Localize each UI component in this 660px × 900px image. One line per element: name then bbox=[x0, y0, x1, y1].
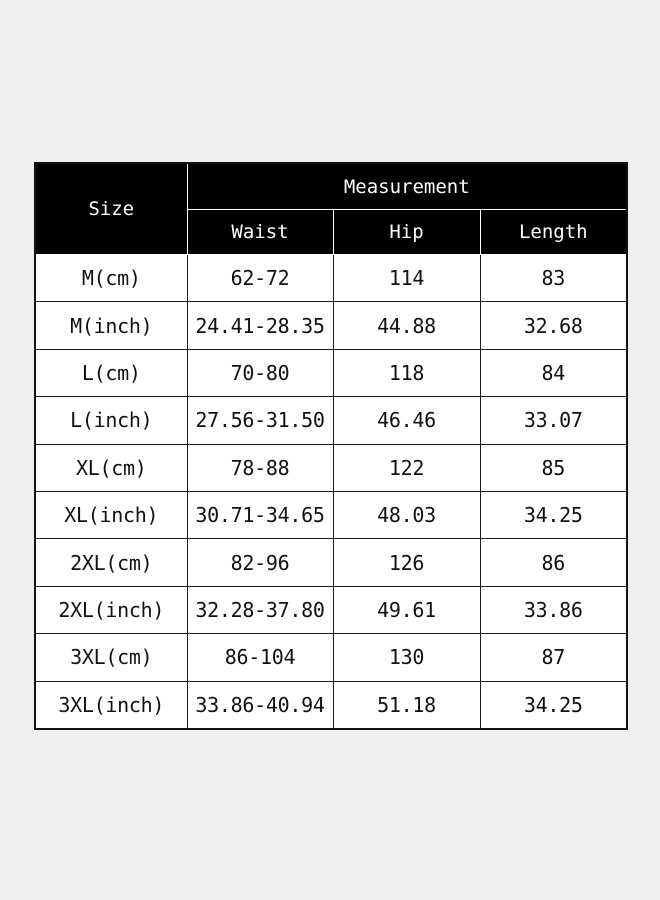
hip-cell: 130 bbox=[333, 634, 480, 681]
table-row bbox=[35, 491, 627, 538]
size-cell: M(inch) bbox=[35, 302, 187, 349]
table-row bbox=[35, 397, 627, 444]
waist-cell: 27.56-31.50 bbox=[187, 397, 333, 444]
size-cell: L(inch) bbox=[35, 397, 187, 444]
table-row bbox=[35, 444, 627, 491]
size-chart-header bbox=[35, 163, 627, 255]
size-cell: 2XL(inch) bbox=[35, 586, 187, 633]
length-cell: 85 bbox=[480, 444, 627, 491]
waist-cell: 62-72 bbox=[187, 255, 333, 302]
size-cell: 2XL(cm) bbox=[35, 539, 187, 586]
hip-cell: 48.03 bbox=[333, 491, 480, 538]
length-cell: 33.86 bbox=[480, 586, 627, 633]
length-cell: 87 bbox=[480, 634, 627, 681]
size-cell: XL(cm) bbox=[35, 444, 187, 491]
size-cell: XL(inch) bbox=[35, 491, 187, 538]
size-chart-table bbox=[34, 162, 628, 730]
table-row bbox=[35, 586, 627, 633]
hip-cell: 122 bbox=[333, 444, 480, 491]
size-cell: 3XL(cm) bbox=[35, 634, 187, 681]
table-row bbox=[35, 634, 627, 681]
measurement-group-header: Measurement bbox=[187, 163, 627, 210]
length-column-header: Length bbox=[480, 210, 627, 255]
waist-cell: 33.86-40.94 bbox=[187, 681, 333, 729]
length-cell: 84 bbox=[480, 349, 627, 396]
hip-cell: 114 bbox=[333, 255, 480, 302]
waist-column-header: Waist bbox=[187, 210, 333, 255]
size-cell: L(cm) bbox=[35, 349, 187, 396]
size-cell: 3XL(inch) bbox=[35, 681, 187, 729]
size-cell: M(cm) bbox=[35, 255, 187, 302]
hip-cell: 126 bbox=[333, 539, 480, 586]
waist-cell: 78-88 bbox=[187, 444, 333, 491]
hip-column-header: Hip bbox=[333, 210, 480, 255]
length-cell: 34.25 bbox=[480, 491, 627, 538]
length-cell: 86 bbox=[480, 539, 627, 586]
hip-cell: 49.61 bbox=[333, 586, 480, 633]
waist-cell: 32.28-37.80 bbox=[187, 586, 333, 633]
waist-cell: 24.41-28.35 bbox=[187, 302, 333, 349]
hip-cell: 44.88 bbox=[333, 302, 480, 349]
length-cell: 32.68 bbox=[480, 302, 627, 349]
waist-cell: 70-80 bbox=[187, 349, 333, 396]
table-row bbox=[35, 255, 627, 302]
length-cell: 83 bbox=[480, 255, 627, 302]
table-row bbox=[35, 349, 627, 396]
hip-cell: 51.18 bbox=[333, 681, 480, 729]
size-column-header: Size bbox=[35, 163, 187, 255]
length-cell: 33.07 bbox=[480, 397, 627, 444]
table-row bbox=[35, 302, 627, 349]
hip-cell: 118 bbox=[333, 349, 480, 396]
size-chart-body bbox=[35, 255, 627, 729]
waist-cell: 82-96 bbox=[187, 539, 333, 586]
waist-cell: 86-104 bbox=[187, 634, 333, 681]
hip-cell: 46.46 bbox=[333, 397, 480, 444]
table-row bbox=[35, 681, 627, 729]
waist-cell: 30.71-34.65 bbox=[187, 491, 333, 538]
length-cell: 34.25 bbox=[480, 681, 627, 729]
table-row bbox=[35, 539, 627, 586]
